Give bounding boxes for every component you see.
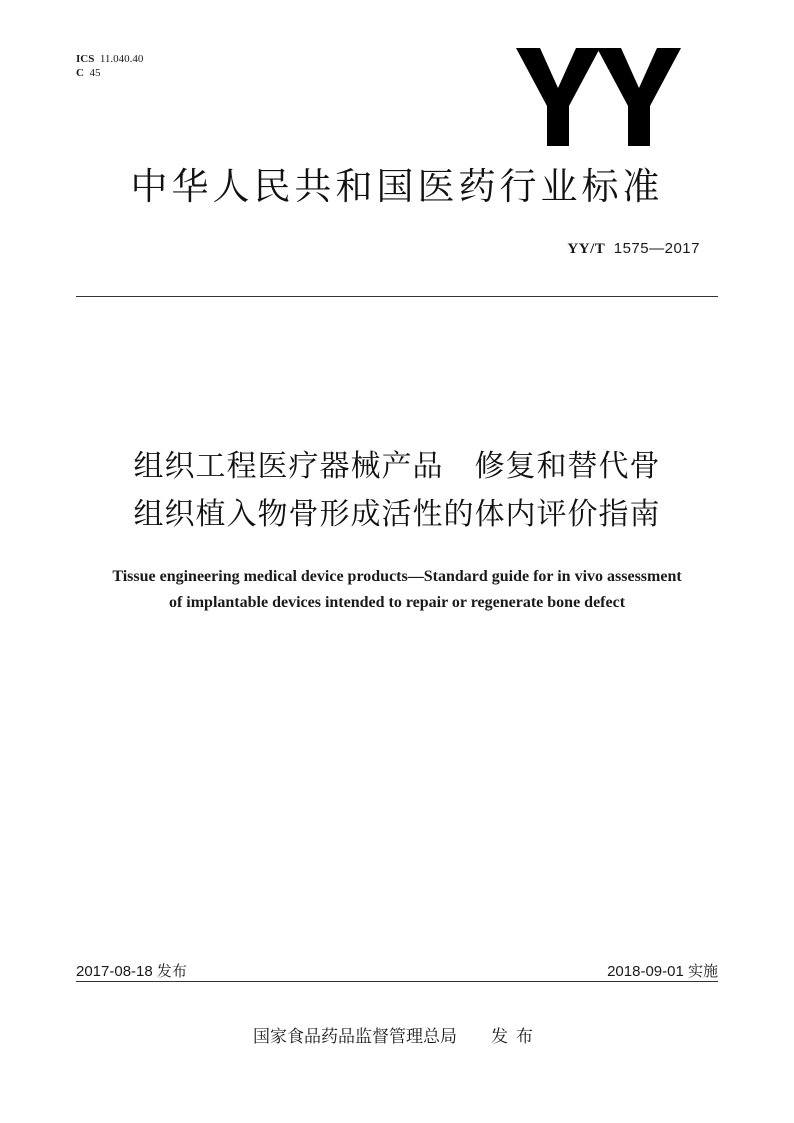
standard-code	[567, 240, 700, 258]
standard-code-prefix: YY/T	[567, 241, 606, 257]
implementation-date-label: 实施	[687, 963, 718, 980]
implementation-date	[607, 960, 718, 981]
yy-logo	[516, 48, 681, 146]
publisher-release-label: 发布	[491, 1027, 541, 1047]
publisher-name: 国家食品药品监督管理总局	[253, 1027, 457, 1047]
chinese-title-line-1: 组织工程医疗器械产品 修复和替代骨	[133, 449, 661, 484]
bottom-divider	[76, 981, 718, 982]
chinese-title	[76, 443, 718, 539]
top-divider	[76, 296, 718, 297]
implementation-date-value: 2018-09-01	[607, 963, 684, 980]
standard-category-title: 中华人民共和国医药行业标准	[130, 165, 664, 208]
ics-label: ICS	[76, 53, 95, 65]
chinese-title-line-2: 组织植入物骨形成活性的体内评价指南	[133, 497, 661, 532]
english-title-line-1: Tissue engineering medical device products—Standard guide for in vivo assessment	[112, 568, 682, 585]
classification-block	[76, 52, 143, 80]
ccs-code: 45	[89, 67, 101, 79]
issue-date	[76, 960, 187, 981]
publisher	[0, 1022, 794, 1047]
ics-code: 11.040.40	[99, 53, 144, 65]
ccs-line	[76, 66, 143, 80]
english-title-line-2: of implantable devices intended to repair or regenerate bone defect	[168, 594, 626, 611]
english-title	[60, 564, 734, 616]
ccs-label: C	[76, 67, 84, 79]
standard-code-number: 1575—2017	[613, 240, 700, 257]
issue-date-label: 发布	[156, 963, 187, 980]
issue-date-value: 2017-08-18	[76, 963, 153, 980]
ics-line	[76, 52, 143, 66]
yy-logo-graphic	[516, 48, 681, 146]
